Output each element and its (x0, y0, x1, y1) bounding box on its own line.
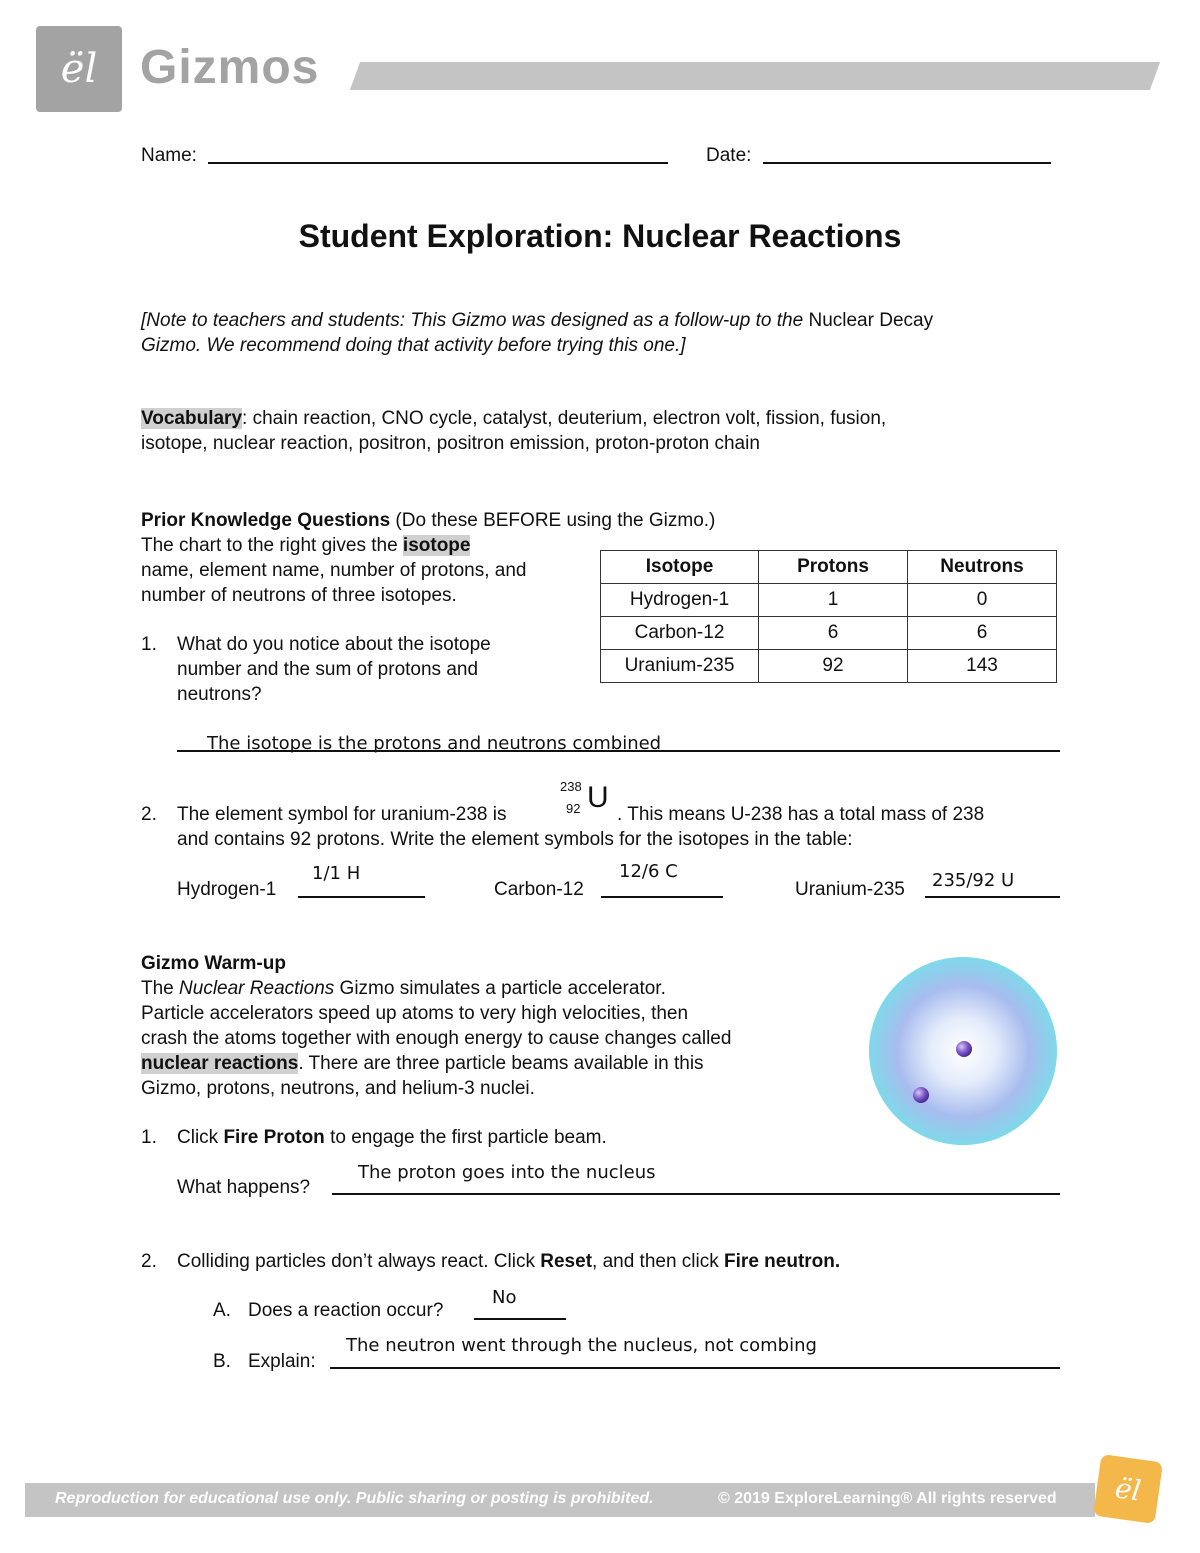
table-cell: Uranium-235 (601, 650, 759, 683)
uranium-atomic-number: 92 (566, 801, 581, 816)
footer-reproduction-notice: Reproduction for educational use only. Public sharing or posting is prohibited. (55, 1490, 654, 1507)
prior-q1-answer[interactable]: The isotope is the protons and neutrons combined (207, 733, 662, 754)
warmup-q1-text: Click Fire Proton to engage the first particle beam. (177, 1127, 607, 1148)
table-row (601, 584, 1057, 617)
warmup-line1: The Nuclear Reactions Gizmo simulates a particle accelerator. (141, 978, 666, 999)
table-cell: Carbon-12 (601, 617, 759, 650)
isotope-term: isotope (402, 535, 471, 556)
warmup-qb-letter: B. (213, 1351, 231, 1372)
prior-intro-line2: name, element name, number of protons, and (141, 560, 527, 581)
warmup-line3: crash the atoms together with enough energy to cause changes called (141, 1028, 732, 1049)
hydrogen-answer-line (298, 896, 425, 898)
table-cell: 6 (908, 617, 1057, 650)
nucleus-illustration (866, 954, 1060, 1148)
prior-q2-number: 2. (141, 804, 157, 825)
prior-intro-line1: The chart to the right gives the isotope (141, 535, 471, 556)
vocabulary-label: Vocabulary (141, 408, 243, 429)
carbon-answer-line (601, 896, 723, 898)
explain-line (330, 1367, 1060, 1369)
uranium-mass-number: 238 (560, 779, 582, 794)
nuclear-reactions-term: nuclear reactions (141, 1053, 299, 1074)
vocabulary-line2: isotope, nuclear reaction, positron, positron emission, proton-proton chain (141, 433, 760, 454)
table-header: Neutrons (908, 551, 1057, 584)
warmup-line5: Gizmo, protons, neutrons, and helium-3 nuclei. (141, 1078, 535, 1099)
date-field[interactable] (763, 162, 1051, 164)
table-cell: 6 (759, 617, 908, 650)
teacher-note-line2: Gizmo. We recommend doing that activity before trying this one.] (141, 335, 686, 356)
table-cell: 92 (759, 650, 908, 683)
carbon-label: Carbon-12 (494, 879, 584, 900)
prior-q2-line2: and contains 92 protons. Write the element symbols for the isotopes in the table: (177, 829, 853, 850)
table-row (601, 650, 1057, 683)
uranium-answer[interactable]: 235/92 U (932, 870, 1015, 891)
page-title: Student Exploration: Nuclear Reactions (298, 218, 902, 254)
prior-knowledge-heading: Prior Knowledge Questions (Do these BEFORE using the Gizmo.) (141, 510, 716, 531)
prior-q1-line2: number and the sum of protons and (177, 659, 479, 680)
uranium-label: Uranium-235 (795, 879, 905, 900)
table-cell: 0 (908, 584, 1057, 617)
reaction-occur-answer[interactable]: No (492, 1287, 517, 1308)
prior-q1-answer-line (177, 750, 1060, 752)
prior-q1-number: 1. (141, 634, 157, 655)
hydrogen-label: Hydrogen-1 (177, 879, 277, 900)
reaction-occur-label: Does a reaction occur? (248, 1300, 444, 1321)
warmup-qa-letter: A. (213, 1300, 231, 1321)
prior-q1-line3: neutrons? (177, 684, 262, 705)
header-bar (350, 62, 1160, 90)
carbon-answer[interactable]: 12/6 C (619, 861, 678, 882)
prior-q1-line1: What do you notice about the isotope (177, 634, 491, 655)
vocabulary-line1: Vocabulary: chain reaction, CNO cycle, catalyst, deuterium, electron volt, fission, fusion, (141, 408, 887, 429)
prior-q2-text-b: . This means U-238 has a total mass of 238 (617, 804, 985, 825)
what-happens-label: What happens? (177, 1177, 311, 1198)
what-happens-answer[interactable]: The proton goes into the nucleus (358, 1162, 656, 1183)
uranium-answer-line (925, 896, 1060, 898)
warmup-q1-number: 1. (141, 1127, 157, 1148)
table-cell: Hydrogen-1 (601, 584, 759, 617)
warmup-line2: Particle accelerators speed up atoms to very high velocities, then (141, 1003, 689, 1024)
name-label: Name: (141, 145, 197, 166)
date-label: Date: (706, 145, 752, 166)
warmup-q2-text: Colliding particles don’t always react. Click Reset, and then click Fire neutron. (177, 1251, 841, 1272)
table-cell: 143 (908, 650, 1057, 683)
prior-intro-line3: number of neutrons of three isotopes. (141, 585, 457, 606)
explain-answer[interactable]: The neutron went through the nucleus, not combing (346, 1335, 817, 1356)
name-field[interactable] (208, 162, 668, 164)
explorelearning-logo: ël (36, 26, 122, 112)
brand-name: Gizmos (140, 41, 320, 94)
table-row (601, 617, 1057, 650)
reaction-occur-line (474, 1318, 566, 1320)
hydrogen-answer[interactable]: 1/1 H (312, 863, 361, 884)
table-header-row (601, 551, 1057, 584)
what-happens-line (332, 1193, 1060, 1195)
particle-icon (913, 1087, 929, 1103)
teacher-note-line1: [Note to teachers and students: This Gizmo was designed as a follow-up to the Nuclear Decay (141, 310, 934, 331)
table-header: Protons (759, 551, 908, 584)
warmup-line4: nuclear reactions. There are three particle beams available in this (141, 1053, 704, 1074)
particle-icon (956, 1041, 972, 1057)
table-header: Isotope (601, 551, 759, 584)
prior-q2-text-a: The element symbol for uranium-238 is (177, 804, 507, 825)
isotope-table (600, 550, 1057, 683)
warmup-q2-number: 2. (141, 1251, 157, 1272)
explain-label: Explain: (248, 1351, 316, 1372)
uranium-symbol: U (587, 781, 609, 814)
footer-copyright: © 2019 ExploreLearning® All rights reserved (718, 1490, 1057, 1507)
warmup-heading: Gizmo Warm-up (141, 953, 286, 974)
footer-logo: ël (1093, 1454, 1163, 1524)
table-cell: 1 (759, 584, 908, 617)
